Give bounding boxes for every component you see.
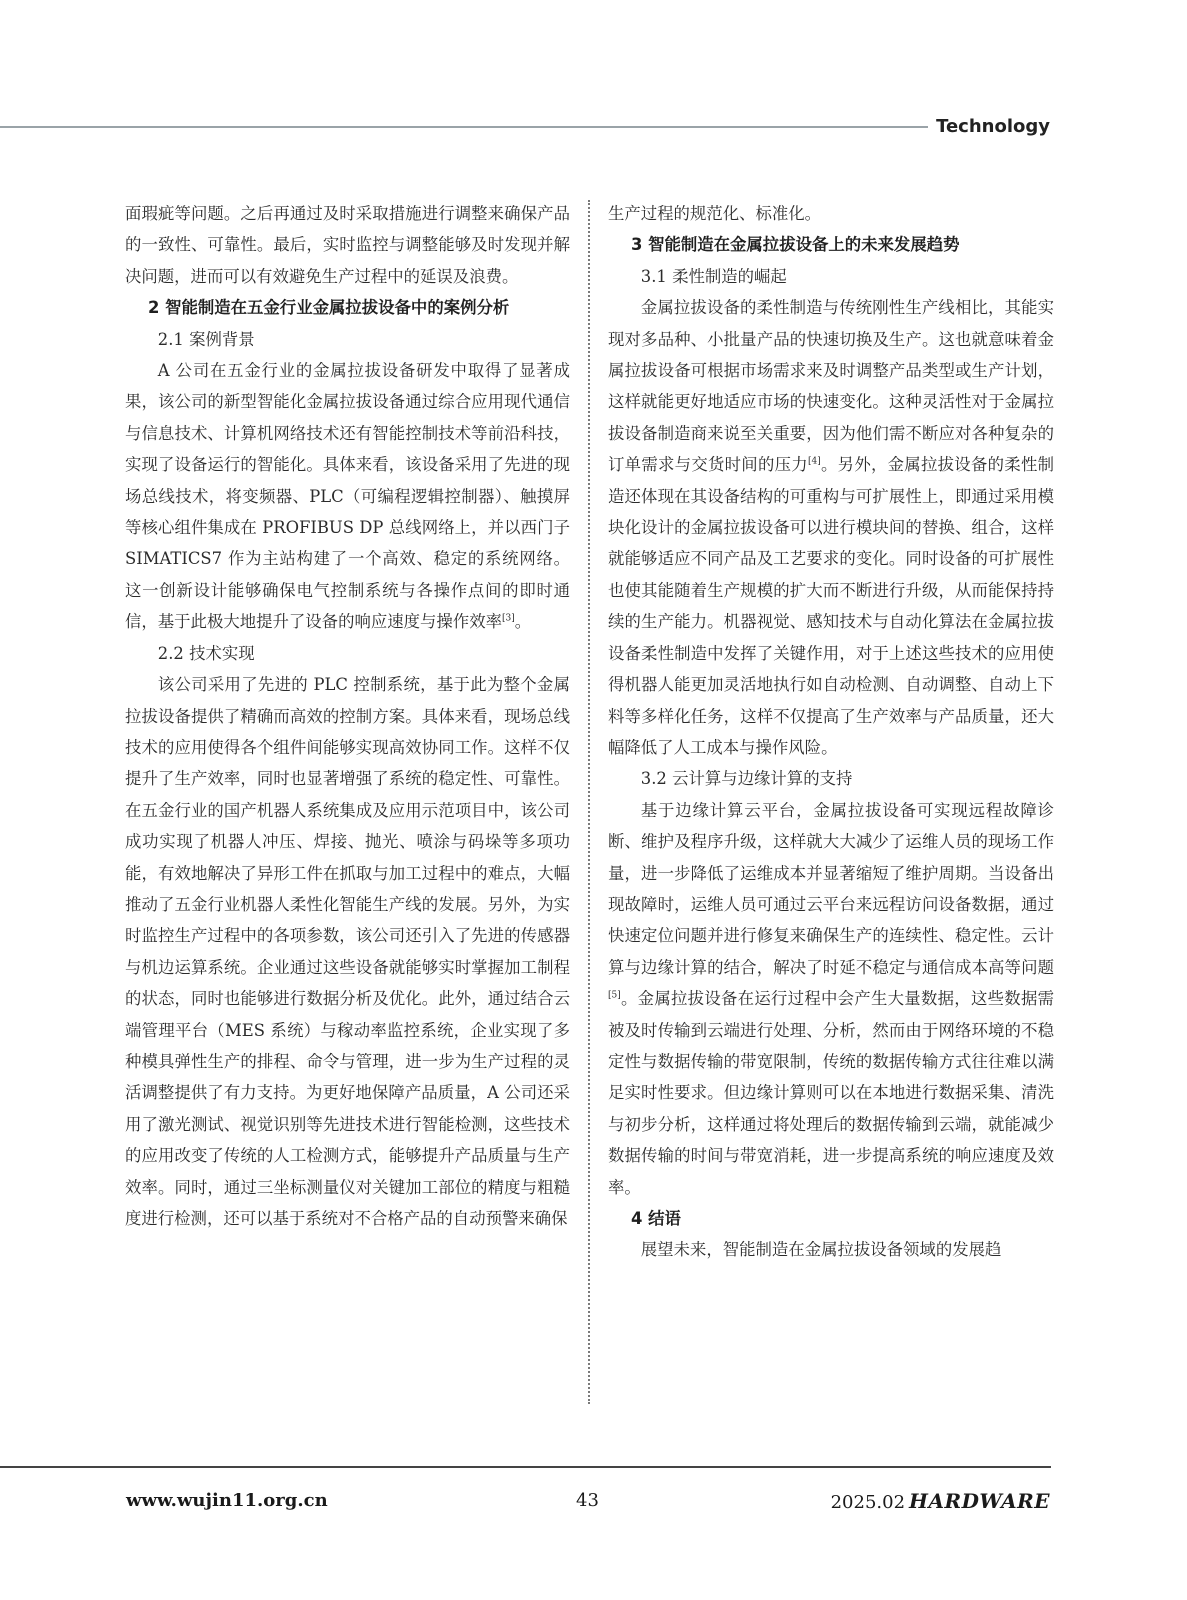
paragraph-text: 。另外，金属拉拔设备的柔性制造还体现在其设备结构的可重构与可扩展性上，即通过采用模块化设计的金属拉拔设备可以进行模块间的替换、组合，这样就能够适应不同产品及工艺要求的变化。同时设备的可扩展性也使其能随着生产规模的扩大而不断进行升级，从而能保持持续的生产能力。机器视觉、感知技术与自动化算法在金属拉拔设备柔性制造中发挥了关键作用，对于上述这些技术的应用使得机器人能更加灵活地执行如自动检测、自动调整、自动上下料等多样化任务，这样不仅提高了生产效率与产品质量，还大幅降低了人工成本与操作风险。 (608, 455, 1055, 757)
paragraph-text: A 公司在五金行业的金属拉拔设备研发中取得了显著成果，该公司的新型智能化金属拉拔设备通过综合应用现代通信与信息技术、计算机网络技术还有智能控制技术等前沿科技，实现了设备运行的智能化。具体来看，该设备采用了先进的现场总线技术，将变频器、PLC（可编程逻辑控制器）、触摸屏等核心组件集成在 PROFIBUS DP 总线网络上，并以西门子 SIMATICS7 作为主站构建了一个高效、稳定的系统网络。这一创新设计能够确保电气控制系统与各操作点间的即时通信，基于此极大地提升了设备的响应速度与操作效率 (125, 361, 570, 632)
paragraph-flexible-manufacturing (608, 292, 1054, 763)
column-divider (588, 200, 590, 1404)
paragraph-text: 基于边缘计算云平台，金属拉拔设备可实现远程故障诊断、维护及程序升级，这样就大大减少了运维人员的现场工作量，进一步降低了运维成本并显著缩短了维护周期。当设备出现故障时，运维人员可通过云平台来远程访问设备数据，通过快速定位问题并进行修复来确保生产的连续性、稳定性。云计算与边缘计算的结合，解决了时延不稳定与通信成本高等问题 (608, 800, 1054, 977)
section-heading-2: 2 智能制造在五金行业金属拉拔设备中的案例分析 (147, 298, 510, 318)
footer-website-link[interactable]: www.wujin11.org.cn (126, 1490, 328, 1511)
paragraph-conclusion: 展望未来，智能制造在金属拉拔设备领域的发展趋 (640, 1240, 1002, 1260)
subsection-heading-2-2: 2.2 技术实现 (157, 643, 255, 663)
paragraph-continued: 生产过程的规范化、标准化。 (608, 204, 822, 223)
left-column (125, 198, 570, 1234)
paragraph-text: 。金属拉拔设备在运行过程中会产生大量数据，这些数据需被及时传输到云端进行处理、分析，然而由于网络环境的不稳定性与数据传输的带宽限制，传统的数据传输方式往往难以满足实时性要求。但边缘计算则可以在本地进行数据采集、清洗与初步分析，这样通过将处理后的数据传输到云端，就能减少数据传输的时间与带宽消耗，进一步提高系统的响应速度及效率。 (608, 989, 1054, 1197)
subsection-heading-3-2: 3.2 云计算与边缘计算的支持 (640, 769, 853, 789)
paragraph-text: 金属拉拔设备的柔性制造与传统刚性生产线相比，其能实现对多品种、小批量产品的快速切换及生产。这也就意味着金属拉拔设备可根据市场需求来及时调整产品类型或生产计划，这样就能更好地适应市场的快速变化。这种灵活性对于金属拉拔设备制造商来说至关重要，因为他们需不断应对各种复杂的订单需求与交货时间的压力 (608, 298, 1054, 475)
citation-ref: [4] (807, 456, 821, 467)
paragraph-text: 。 (514, 612, 532, 632)
page-number: 43 (576, 1490, 599, 1511)
paragraph-continued: 面瑕疵等问题。之后再通过及时采取措施进行调整来确保产品的一致性、可靠性。最后，实时监控与调整能够及时发现并解决问题，进而可以有效避免生产过程中的延误及浪费。 (125, 204, 570, 286)
issue-date: 2025.02 (830, 1492, 906, 1513)
magazine-name: HARDWARE (909, 1489, 1050, 1513)
footer-rule (0, 1466, 1051, 1468)
footer-issue (831, 1489, 1050, 1513)
section-heading-4: 4 结语 (630, 1209, 681, 1228)
subsection-heading-3-1: 3.1 柔性制造的崛起 (640, 266, 787, 286)
paragraph-cloud-edge (608, 795, 1054, 1203)
paragraph-tech-implementation: 该公司采用了先进的 PLC 控制系统，基于此为整个金属拉拔设备提供了精确而高效的控制方案。具体来看，现场总线技术的应用使得各个组件间能够实现高效协同工作。这样不仅提升了生产效率，同时也显著增强了系统的稳定性、可靠性。在五金行业的国产机器人系统集成及应用示范项目中，该公司成功实现了机器人冲压、焊接、抛光、喷涂与码垛等多项功能，有效地解决了异形工件在抓取与加工过程中的难点，大幅推动了五金行业机器人柔性化智能生产线的发展。另外，为实时监控生产过程中的各项参数，该公司还引入了先进的传感器与机边运算系统。企业通过这些设备就能够实时掌握加工制程的状态，同时也能够进行数据分析及优化。此外，通过结合云端管理平台（MES 系统）与稼动率监控系统，企业实现了多种模具弹性生产的排程、命令与管理，进一步为生产过程的灵活调整提供了有力支持。为更好地保障产品质量，A 公司还采用了激光测试、视觉识别等先进技术进行智能检测，这些技术的应用改变了传统的人工检测方式，能够提升产品质量与生产效率。同时，通过三坐标测量仪对关键加工部位的精度与粗糙度进行检测，还可以基于系统对不合格产品的自动预警来确保 (125, 675, 570, 1228)
paragraph-case-background (125, 355, 570, 638)
section-label: Technology (936, 116, 1050, 137)
subsection-heading-2-1: 2.1 案例背景 (157, 329, 255, 349)
citation-ref: [3] (501, 613, 515, 624)
citation-ref: [5] (608, 990, 621, 1001)
section-heading-3: 3 智能制造在金属拉拔设备上的未来发展趋势 (630, 235, 960, 255)
header-rule (0, 126, 928, 128)
right-column (608, 198, 1054, 1266)
